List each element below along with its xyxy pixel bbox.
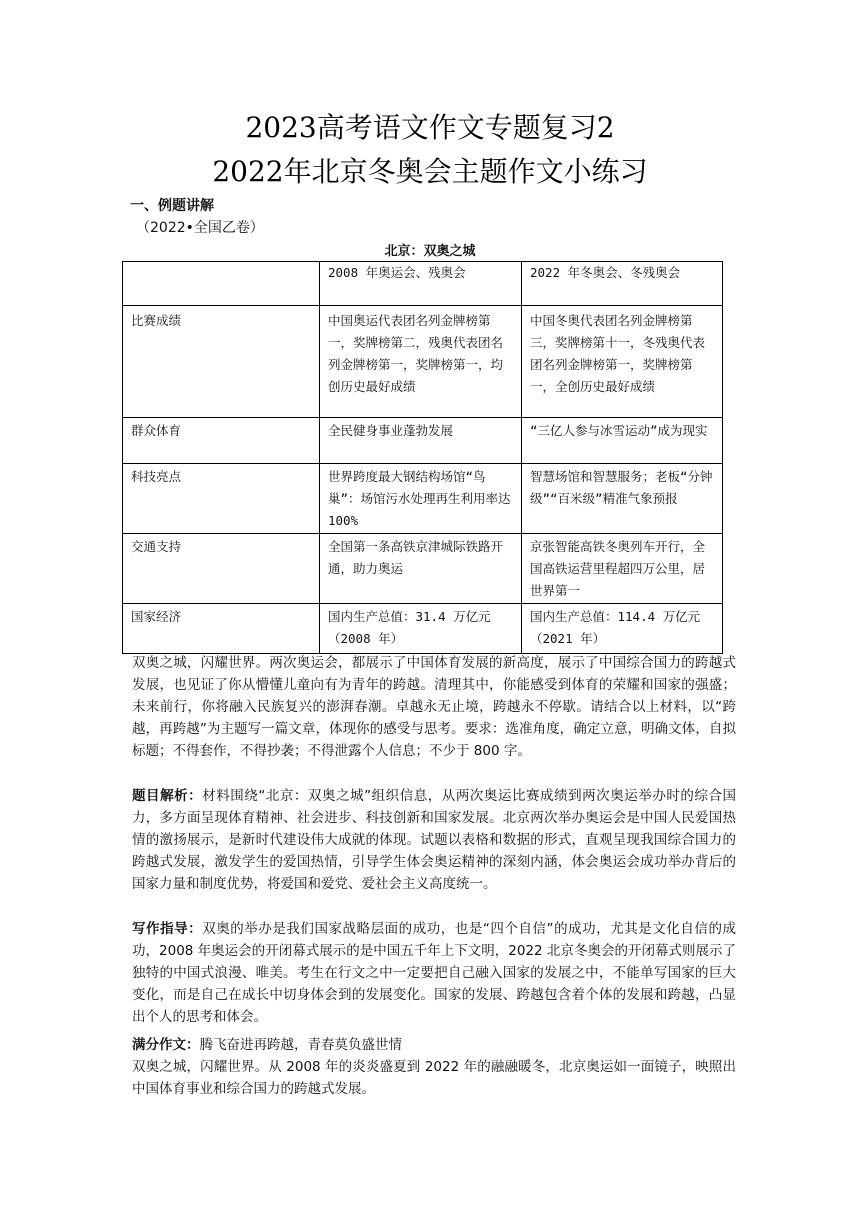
table-cell: 智慧场馆和智慧服务；老板“分钟级”“百米级”精准气象预报 [522,464,723,534]
table-caption: 北京：双奥之城 [384,244,476,259]
document-title: 2023高考语文作文专题复习2 [245,111,615,144]
table-header-cell [123,262,320,306]
essay-paragraph: 双奥之城，闪耀世界。从 2008 年的炎炎盛夏到 2022 年的融融暖冬，北京奥运如一面镜子，映照出中国体育事业和综合国力的跨越式发展。 [132,1059,736,1097]
analysis-paragraph [132,785,736,895]
analysis-text: 材料围绕“北京：双奥之城”组织信息，从两次奥运比赛成绩到两次奥运举办时的综合国力，多方面呈现体育精神、社会进步、科技创新和国家发展。北京两次举办奥运会是中国人民爱国热情的激扬展示，是新时代建设伟大成就的体现。试题以表格和数据的形式，直观呈现我国综合国力的跨越式发展，激发学生的爱国热情，引导学生体会奥运精神的深刻内涵，体会奥运会成功举办背后的国家力量和制度优势，将爱国和爱党、爱社会主义高度统一。 [132,788,736,892]
table-cell: 全国第一条高铁京津城际铁路开通，助力奥运 [320,534,522,604]
row-label: 比赛成绩 [123,306,320,418]
table-row [123,418,723,464]
exam-source: （2022•全国乙卷） [136,220,264,236]
table-header-cell: 2008 年奥运会、残奥会 [320,262,522,306]
row-label: 交通支持 [123,534,320,604]
table-cell: 中国冬奥代表团名列金牌榜第三，奖牌榜第十一，冬残奥代表团名列金牌榜第一，奖牌榜第一，全创历史最好成绩 [522,306,723,418]
table-cell: 京张智能高铁冬奥列车开行，全国高铁运营里程超四万公里，居世界第一 [522,534,723,604]
essay-heading [132,1034,736,1056]
row-label: 科技亮点 [123,464,320,534]
guide-text: 双奥的举办是我们国家战略层面的成功，也是“四个自信”的成功，尤其是文化自信的成功，2008 年奥运会的开闭幕式展示的是中国五千年上下文明，2022 北京冬奥会的开闭幕式则展示了独特的中国式浪漫、唯美。考生在行文之中一定要把自己融入国家的发展之中，不能单写国家的巨大变化，而是自己在成长中切身体会到的发展变化。国家的发展、跨越包含着个体的发展和跨越，凸显出个人的思考和体会。 [132,921,736,1025]
table-cell: 世界跨度最大钢结构场馆“鸟巢”：场馆污水处理再生利用率达 100% [320,464,522,534]
table-row [123,604,723,654]
table-row [123,464,723,534]
prompt-paragraph: 双奥之城，闪耀世界。两次奥运会，都展示了中国体育发展的新高度，展示了中国综合国力的跨越式发展，也见证了你从懵懂儿童向有为青年的跨越。清理其中，你能感受到体育的荣耀和国家的强盛；未来前行，你将融入民族复兴的澎湃春潮。卓越永无止境，跨越永不停歇。请结合以上材料，以“跨越，再跨越”为主题写一篇文章，体现你的感受与思考。要求：选准角度，确定立意，明确文体，自拟标题；不得套作，不得抄袭；不得泄露个人信息；不少于 800 字。 [132,655,736,759]
analysis-label: 题目解析： [132,788,203,804]
table-row [123,306,723,418]
table-cell: 国内生产总值：114.4 万亿元（2021 年） [522,604,723,654]
table-header-cell: 2022 年冬奥会、冬残奥会 [522,262,723,306]
guide-paragraph [132,918,736,1028]
table-cell: “三亿人参与冰雪运动”成为现实 [522,418,723,464]
table-cell: 国内生产总值：31.4 万亿元（2008 年） [320,604,522,654]
table-header-row [123,262,723,306]
essay-title: 腾飞奋进再跨越，青春莫负盛世情 [199,1037,402,1053]
table-cell: 中国奥运代表团名列金牌榜第一，奖牌榜第二，残奥代表团名列金牌榜第一，奖牌榜第一，均创历史最好成绩 [320,306,522,418]
guide-label: 写作指导： [132,921,203,937]
essay-label: 满分作文： [132,1037,200,1053]
table-row [123,534,723,604]
section-heading: 一、例题讲解 [130,198,214,214]
document-subtitle: 2022年北京冬奥会主题作文小练习 [212,155,648,188]
row-label: 国家经济 [123,604,320,654]
table-cell: 全民健身事业蓬勃发展 [320,418,522,464]
row-label: 群众体育 [123,418,320,464]
comparison-table [122,261,723,654]
